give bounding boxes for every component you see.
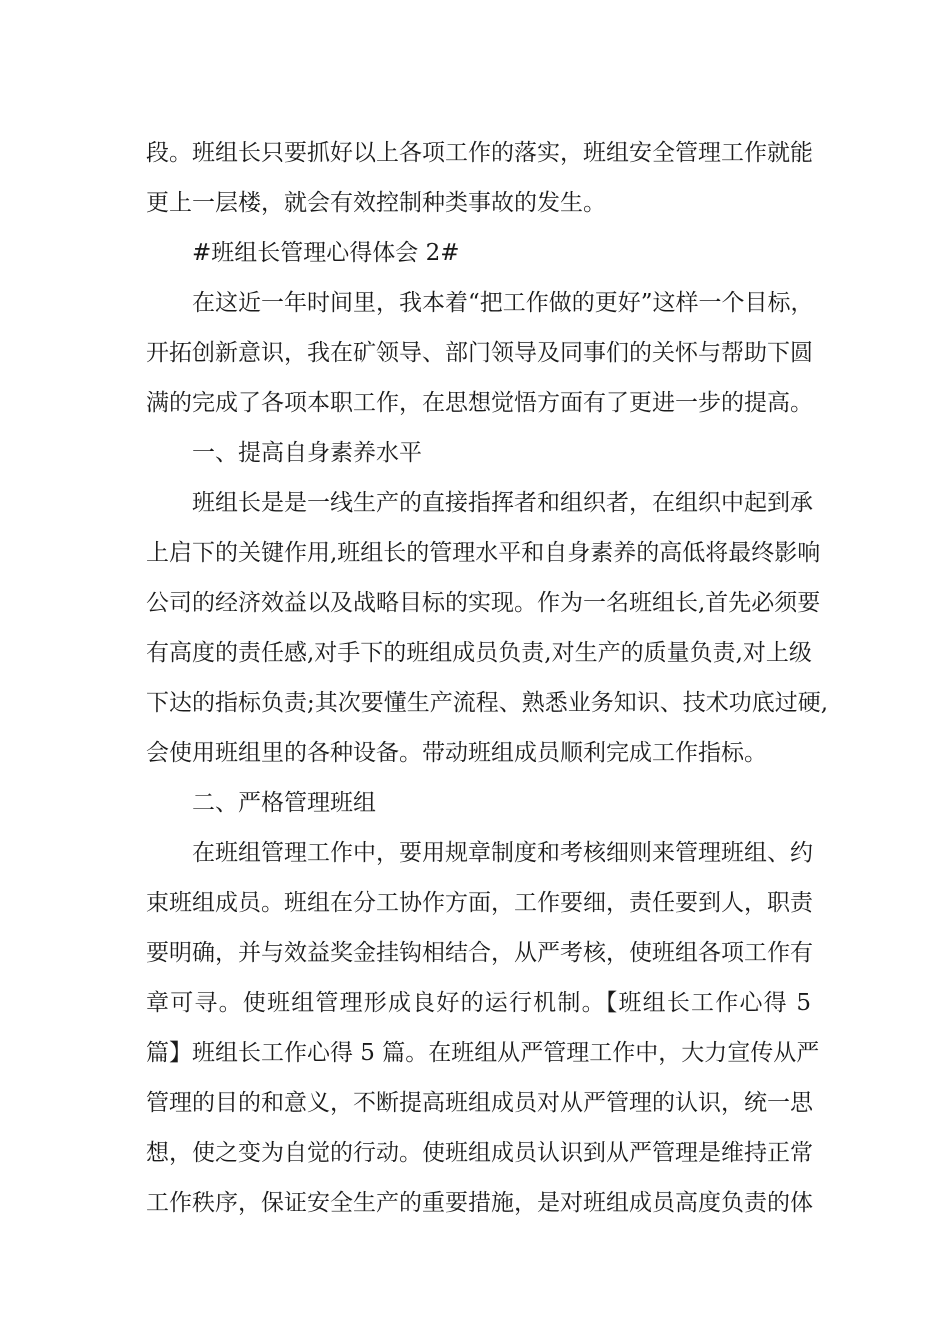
text-line: 满的完成了各项本职工作，在思想觉悟方面有了更进一步的提高。 <box>146 390 813 416</box>
text-line: 章可寻。使班组管理形成良好的运行机制。【班组长工作心得 5 <box>146 990 811 1016</box>
text-line: 段。班组长只要抓好以上各项工作的落实，班组安全管理工作就能 <box>146 140 813 166</box>
text-line: 工作秩序，保证安全生产的重要措施，是对班组成员高度负责的体 <box>146 1190 813 1216</box>
section-marker: #班组长管理心得体会 2# <box>192 240 460 266</box>
text-line: 公司的经济效益以及战略目标的实现。作为一名班组长,首先必须要 <box>146 590 821 616</box>
text-line: 有高度的责任感,对手下的班组成员负责,对生产的质量负责,对上级 <box>146 640 812 666</box>
text-line: 管理的目的和意义，不断提高班组成员对从严管理的认识，统一思 <box>146 1090 813 1116</box>
text-line: 束班组成员。班组在分工协作方面，工作要细，责任要到人，职责 <box>146 890 813 916</box>
text-line: 更上一层楼，就会有效控制种类事故的发生。 <box>146 190 606 216</box>
text-line: 要明确，并与效益奖金挂钩相结合，从严考核，使班组各项工作有 <box>146 940 813 966</box>
section-heading: 二、严格管理班组 <box>192 790 376 816</box>
text-line: 在这近一年时间里，我本着“把工作做的更好”这样一个目标， <box>192 290 814 316</box>
text-line: 班组长是是一线生产的直接指挥者和组织者，在组织中起到承 <box>192 490 813 516</box>
section-heading: 一、提高自身素养水平 <box>192 440 422 466</box>
text-line: 开拓创新意识，我在矿领导、部门领导及同事们的关怀与帮助下圆 <box>146 340 813 366</box>
text-line: 会使用班组里的各种设备。带动班组成员顺利完成工作指标。 <box>146 740 767 766</box>
text-line: 篇】班组长工作心得 5 篇。在班组从严管理工作中，大力宣传从严 <box>146 1040 820 1066</box>
text-line: 下达的指标负责;其次要懂生产流程、熟悉业务知识、技术功底过硬, <box>146 690 829 716</box>
text-line: 在班组管理工作中，要用规章制度和考核细则来管理班组、约 <box>192 840 813 866</box>
text-line: 想，使之变为自觉的行动。使班组成员认识到从严管理是维持正常 <box>146 1140 813 1166</box>
document-body <box>146 128 829 1228</box>
text-line: 上启下的关键作用,班组长的管理水平和自身素养的高低将最终影响 <box>146 540 821 566</box>
